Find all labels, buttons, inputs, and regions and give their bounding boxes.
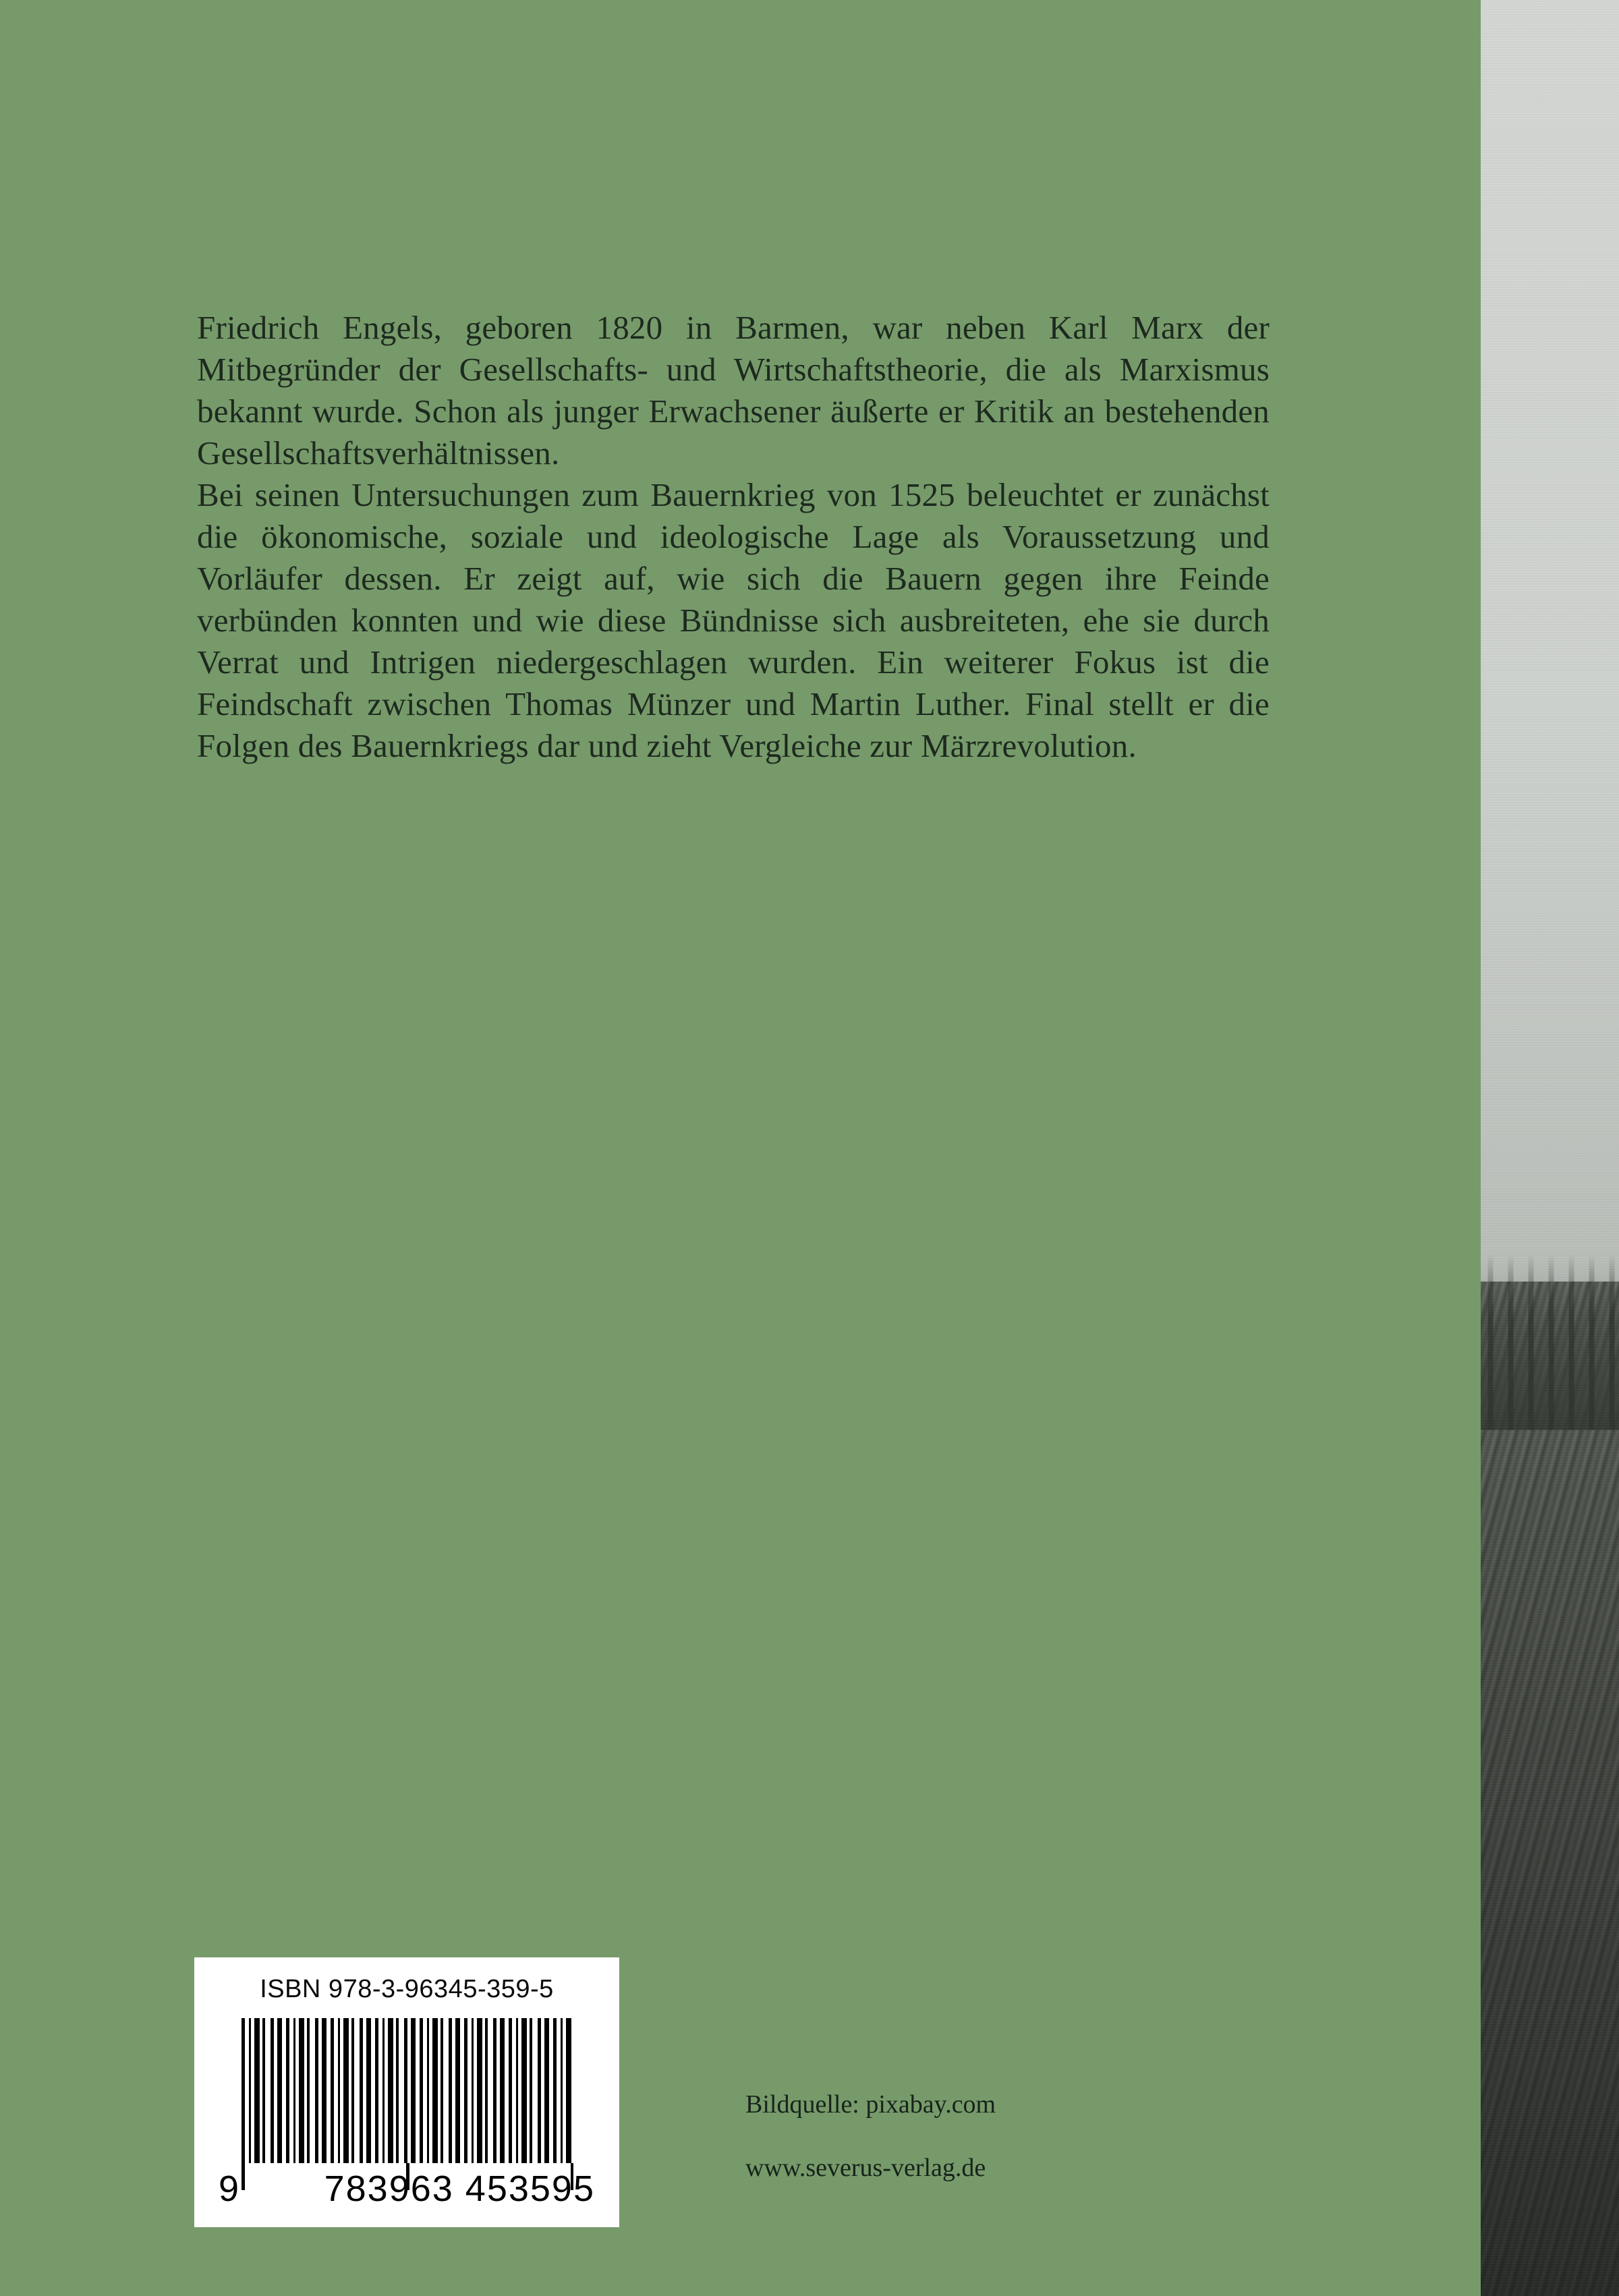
barcode-digit-prefix: 9 xyxy=(219,2169,241,2209)
barcode-digits xyxy=(219,2168,595,2210)
back-cover-blurb xyxy=(197,307,1270,767)
barcode-bars xyxy=(242,2018,573,2163)
photo-forest-region xyxy=(1481,1282,1619,2296)
publisher-website[interactable]: www.severus-verlag.de xyxy=(745,2154,986,2182)
isbn-barcode-block xyxy=(194,1957,619,2227)
blurb-paragraph-author: Friedrich Engels, geboren 1820 in Barmen, war neben Karl Marx der Mitbegründer der Gesellschafts- und Wirtschaftstheorie, die als Marxismus bekannt wurde. Schon als junger Erwachsener äußerte er Kritik an bestehenden Gesellschaftsverhältnissen. xyxy=(197,309,1270,471)
image-source-credit: Bildquelle: pixabay.com xyxy=(745,2090,996,2119)
barcode-digit-body: 783963 453595 xyxy=(324,2169,595,2209)
cover-photo-strip xyxy=(1481,0,1619,2296)
blurb-paragraph-content: Bei seinen Untersuchungen zum Bauernkrieg von 1525 beleuchtet er zunächst die ökonomische, soziale und ideologische Lage als Voraussetzung und Vorläufer dessen. Er zeigt auf, wie sich die Bauern gegen ihre Feinde verbünden konnten und wie diese Bündnisse sich ausbreiteten, ehe sie durch Verrat und Intrigen niedergeschlagen wurden. Ein weiterer Fokus ist die Feindschaft zwischen Thomas Münzer und Martin Luther. Final stellt er die Folgen des Bauernkriegs dar und zieht Vergleiche zur Märzrevolution. xyxy=(197,476,1270,764)
isbn-label: ISBN 978-3-96345-359-5 xyxy=(260,1975,554,2003)
photo-treeline xyxy=(1481,1255,1619,1430)
photo-sky-region xyxy=(1481,0,1619,1315)
